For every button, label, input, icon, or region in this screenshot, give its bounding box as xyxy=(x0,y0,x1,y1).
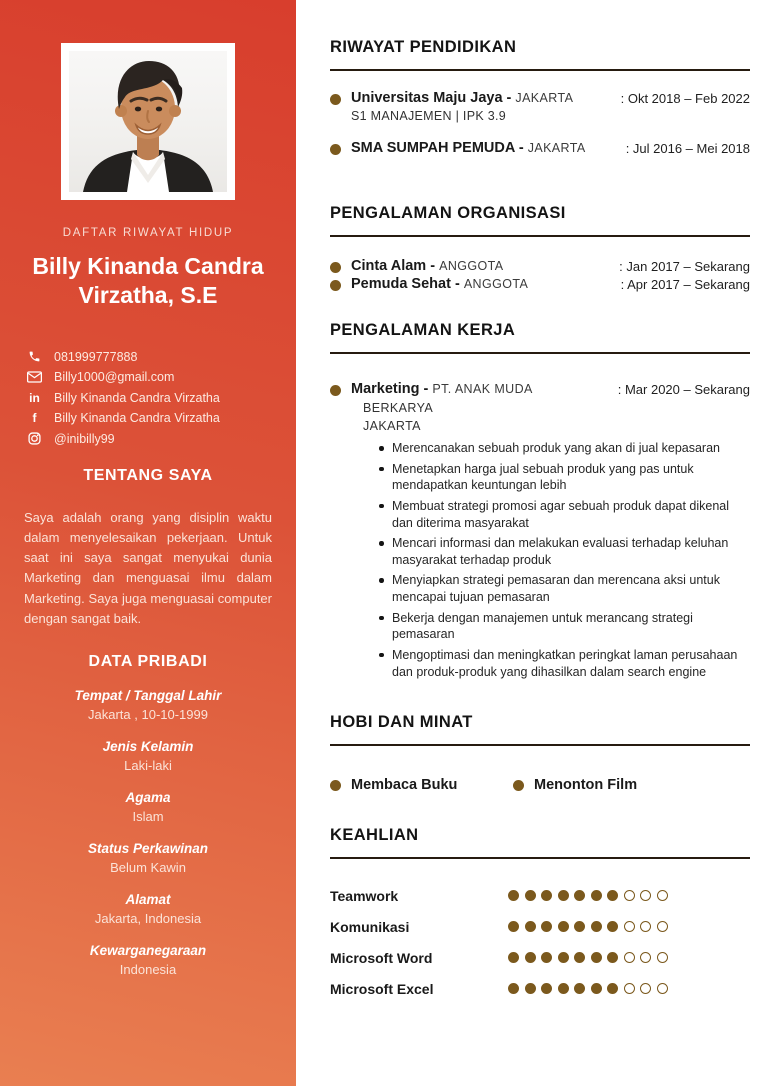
cv-subtitle: DAFTAR RIWAYAT HIDUP xyxy=(62,227,234,239)
organization-title: Cinta Alam - ANGGOTA xyxy=(351,258,504,274)
education-location: JAKARTA xyxy=(515,91,574,105)
personal-label: Tempat / Tanggal Lahir xyxy=(74,688,222,704)
work-duties-list xyxy=(378,440,750,680)
about-text: Saya adalah orang yang disiplin waktu dalam menyelesaikan pekerjaan. Untuk saat ini saya sangat menyukai dunia Marketing dan menguasai ilmu dalam Marketing. Saya juga menguasai computer dengan sangat baik. xyxy=(24,509,272,626)
skill-dot-filled xyxy=(541,952,552,963)
personal-item-birth xyxy=(0,688,296,722)
personal-data-heading: DATA PRIBADI xyxy=(88,653,208,671)
education-heading: RIWAYAT PENDIDIKAN xyxy=(330,38,517,56)
skill-dot-empty xyxy=(657,921,668,932)
skill-dot-empty xyxy=(640,952,651,963)
skill-row xyxy=(330,980,750,997)
skills-section xyxy=(330,826,750,997)
skill-name: Teamwork xyxy=(330,887,399,904)
person-name xyxy=(10,252,286,310)
section-divider xyxy=(330,69,750,71)
skill-dot-empty xyxy=(640,890,651,901)
skill-row xyxy=(330,887,750,904)
skill-dot-filled xyxy=(525,983,536,994)
skill-name: Komunikasi xyxy=(330,918,410,935)
work-company: PT. ANAK MUDA xyxy=(432,382,533,396)
personal-value: Belum Kawin xyxy=(110,860,186,876)
skill-dot-filled xyxy=(607,952,618,963)
linkedin-icon: in xyxy=(29,390,40,405)
skill-dot-empty xyxy=(624,921,635,932)
skill-dot-filled xyxy=(591,983,602,994)
contact-phone xyxy=(26,350,296,364)
skill-dot-filled xyxy=(574,983,585,994)
work-date: : Mar 2020 – Sekarang xyxy=(617,382,750,397)
hobby-label: Menonton Film xyxy=(534,777,638,794)
skill-dot-filled xyxy=(574,890,585,901)
section-divider xyxy=(330,235,750,237)
work-duty: Membuat strategi promosi agar sebuah produk dapat dikenal dan diterima masyarakat xyxy=(378,498,750,531)
skill-dot-filled xyxy=(508,921,519,932)
skill-dot-filled xyxy=(558,952,569,963)
hobby-item xyxy=(513,777,637,793)
entry-bullet-icon xyxy=(330,385,341,396)
organization-title: Pemuda Sehat - ANGGOTA xyxy=(351,276,529,292)
skill-dot-filled xyxy=(607,890,618,901)
work-section xyxy=(330,321,750,680)
contact-instagram-text: @inibilly99 xyxy=(54,431,115,446)
organization-heading: PENGALAMAN ORGANISASI xyxy=(330,204,566,222)
work-location: JAKARTA xyxy=(363,419,421,433)
skill-level-dots xyxy=(508,921,668,932)
contact-instagram xyxy=(26,432,296,446)
organization-section xyxy=(330,204,750,292)
personal-item-gender xyxy=(0,739,296,773)
contact-linkedin-text: Billy Kinanda Candra Virzatha xyxy=(54,390,220,405)
skill-dot-empty xyxy=(624,890,635,901)
work-heading: PENGALAMAN KERJA xyxy=(330,321,516,339)
organization-entry xyxy=(330,258,750,274)
work-company-line2: BERKARYA xyxy=(363,401,434,415)
work-duty: Merencanakan sebuah produk yang akan di jual kepasaran xyxy=(378,440,750,457)
personal-label: Kewarganegaraan xyxy=(89,943,207,959)
personal-value: Indonesia xyxy=(119,962,177,978)
skill-dot-empty xyxy=(640,921,651,932)
hobby-label: Membaca Buku xyxy=(351,777,458,794)
personal-value: Laki-laki xyxy=(124,758,172,774)
skill-dot-filled xyxy=(607,983,618,994)
education-location: JAKARTA xyxy=(527,141,586,155)
education-date: : Jul 2016 – Mei 2018 xyxy=(625,141,750,156)
skill-dot-filled xyxy=(591,952,602,963)
skill-dot-filled xyxy=(541,890,552,901)
section-divider xyxy=(330,352,750,354)
person-name-line2: Virzatha, S.E xyxy=(78,281,218,308)
organization-entry xyxy=(330,276,750,292)
skill-dot-filled xyxy=(525,952,536,963)
contact-linkedin xyxy=(26,391,296,405)
skill-name: Microsoft Word xyxy=(330,949,433,966)
skill-dot-filled xyxy=(607,921,618,932)
personal-label: Jenis Kelamin xyxy=(102,739,194,755)
education-section xyxy=(330,38,750,156)
work-duty: Bekerja dengan manajemen untuk merancang strategi pemasaran xyxy=(378,610,750,643)
entry-bullet-icon xyxy=(330,280,341,291)
personal-item-address xyxy=(0,892,296,926)
education-entry xyxy=(330,90,750,106)
contact-list xyxy=(26,350,296,446)
personal-value: Islam xyxy=(132,809,164,825)
skill-dot-empty xyxy=(624,952,635,963)
entry-bullet-icon xyxy=(330,262,341,273)
work-duty: Mengoptimasi dan meningkatkan peringkat laman perusahaan dan produk-produk yang dihasilkan dalam search engine xyxy=(378,647,750,680)
skills-list xyxy=(330,887,750,997)
skill-dot-filled xyxy=(525,890,536,901)
skill-dot-filled xyxy=(508,983,519,994)
hobbies-section xyxy=(330,713,750,793)
hobbies-row xyxy=(330,777,750,793)
phone-icon xyxy=(26,350,43,363)
skill-dot-empty xyxy=(657,890,668,901)
work-duty: Menyiapkan strategi pemasaran dan merencana aksi untuk mencapai tujuan pemasaran xyxy=(378,572,750,605)
section-divider xyxy=(330,744,750,746)
skill-dot-filled xyxy=(525,921,536,932)
section-divider xyxy=(330,857,750,859)
facebook-icon: f xyxy=(32,411,37,425)
skills-heading: KEAHLIAN xyxy=(330,826,419,845)
profile-photo-illustration xyxy=(69,51,227,192)
main-column xyxy=(296,0,768,1086)
work-duty: Mencari informasi dan melakukan evaluasi terhadap keluhan masyarakat terhadap produk xyxy=(378,535,750,568)
skill-dot-filled xyxy=(508,890,519,901)
skill-dot-filled xyxy=(591,890,602,901)
hobby-bullet-icon xyxy=(330,780,341,791)
skill-dot-empty xyxy=(640,983,651,994)
personal-label: Agama xyxy=(125,790,171,806)
skill-dot-filled xyxy=(591,921,602,932)
person-name-line1: Billy Kinanda Candra xyxy=(32,253,264,279)
email-icon xyxy=(26,371,43,383)
personal-item-religion xyxy=(0,790,296,824)
about-heading: TENTANG SAYA xyxy=(83,466,213,484)
skill-dot-filled xyxy=(558,890,569,901)
profile-photo xyxy=(61,43,235,200)
skill-dot-filled xyxy=(541,983,552,994)
skill-level-dots xyxy=(508,983,668,994)
education-entry xyxy=(330,140,750,156)
skill-row xyxy=(330,918,750,935)
organization-role: ANGGOTA xyxy=(463,277,529,291)
organization-date: : Apr 2017 – Sekarang xyxy=(620,277,750,292)
skill-row xyxy=(330,949,750,966)
skill-dot-empty xyxy=(657,952,668,963)
skill-dot-empty xyxy=(657,983,668,994)
contact-facebook xyxy=(26,411,296,425)
entry-bullet-icon xyxy=(330,144,341,155)
organization-role: ANGGOTA xyxy=(439,259,504,273)
entry-bullet-icon xyxy=(330,94,341,105)
instagram-icon xyxy=(26,432,43,445)
skill-dot-empty xyxy=(624,983,635,994)
personal-value: Jakarta, Indonesia xyxy=(94,911,202,927)
sidebar xyxy=(0,0,296,1086)
skill-name: Microsoft Excel xyxy=(330,980,434,997)
contact-phone-text: 081999777888 xyxy=(54,349,138,364)
work-entry xyxy=(330,381,750,397)
skill-dot-filled xyxy=(541,921,552,932)
personal-value: Jakarta , 10-10-1999 xyxy=(88,707,208,723)
personal-label: Status Perkawinan xyxy=(87,841,209,857)
hobbies-heading: HOBI DAN MINAT xyxy=(330,713,473,732)
contact-email xyxy=(26,370,296,384)
skill-dot-filled xyxy=(574,921,585,932)
personal-item-marital xyxy=(0,841,296,875)
personal-label: Alamat xyxy=(125,892,171,908)
hobby-item xyxy=(330,777,513,793)
education-degree: S1 MANAJEMEN | IPK 3.9 xyxy=(351,109,507,123)
education-title: SMA SUMPAH PEMUDA - JAKARTA xyxy=(351,140,586,156)
skill-dot-filled xyxy=(558,921,569,932)
contact-facebook-text: Billy Kinanda Candra Virzatha xyxy=(54,411,220,425)
hobby-bullet-icon xyxy=(513,780,524,791)
contact-email-text: Billy1000@gmail.com xyxy=(54,370,175,384)
personal-item-nationality xyxy=(0,943,296,977)
work-title: Marketing - PT. ANAK MUDA xyxy=(351,381,533,397)
skill-level-dots xyxy=(508,890,668,901)
skill-dot-filled xyxy=(508,952,519,963)
education-title: Universitas Maju Jaya - JAKARTA xyxy=(351,90,574,106)
education-date: : Okt 2018 – Feb 2022 xyxy=(620,91,750,106)
skill-dot-filled xyxy=(558,983,569,994)
work-duty: Menetapkan harga jual sebuah produk yang pas untuk mendapatkan keuntungan lebih xyxy=(378,461,750,494)
skill-dot-filled xyxy=(574,952,585,963)
organization-date: : Jan 2017 – Sekarang xyxy=(619,259,750,274)
skill-level-dots xyxy=(508,952,668,963)
